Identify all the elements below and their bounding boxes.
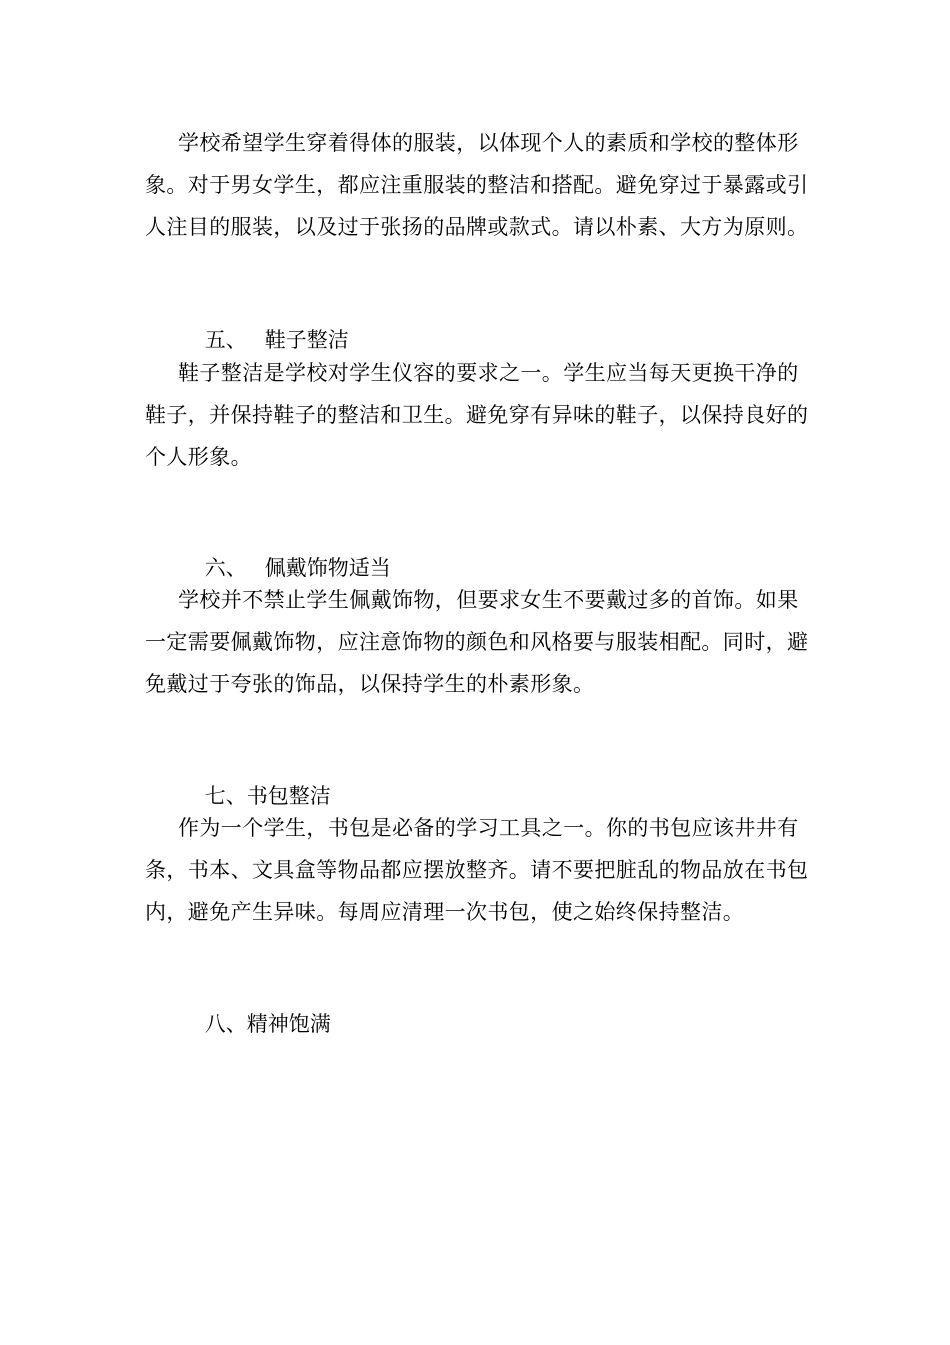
heading-spirit — [178, 961, 331, 1087]
heading-title: 鞋子整洁 — [264, 328, 349, 352]
heading-title: 书包整洁 — [246, 784, 331, 808]
heading-number: 六、 — [204, 556, 247, 580]
heading-title: 精神饱满 — [246, 1012, 331, 1036]
heading-title: 佩戴饰物适当 — [264, 556, 391, 580]
heading-number: 五、 — [204, 328, 247, 352]
paragraph-accessories: 学校并不禁止学生佩戴饰物，但要求女生不要戴过多的首饰。如果一定需要佩戴饰物，应注意饰物的颜色和风格要与服装相配。同时，避免戴过于夸张的饰品，以保持学生的朴素形象。 — [145, 588, 809, 696]
paragraph-clothing: 学校希望学生穿着得体的服装，以体现个人的素质和学校的整体形象。对于男女学生，都应注重服装的整洁和搭配。避免穿过于暴露或引人注目的服装，以及过于张扬的品牌或款式。请以朴素、大方为原则。 — [145, 131, 809, 239]
heading-number: 八、 — [204, 1012, 247, 1036]
paragraph-shoes: 鞋子整洁是学校对学生仪容的要求之一。学生应当每天更换干净的鞋子，并保持鞋子的整洁和卫生。避免穿有异味的鞋子，以保持良好的个人形象。 — [145, 361, 809, 469]
paragraph-schoolbag: 作为一个学生，书包是必备的学习工具之一。你的书包应该井井有条，书本、文具盒等物品都应摆放整齐。请不要把脏乱的物品放在书包内，避免产生异味。每周应清理一次书包，使之始终保持整洁。 — [145, 816, 809, 924]
heading-number: 七、 — [204, 784, 247, 808]
